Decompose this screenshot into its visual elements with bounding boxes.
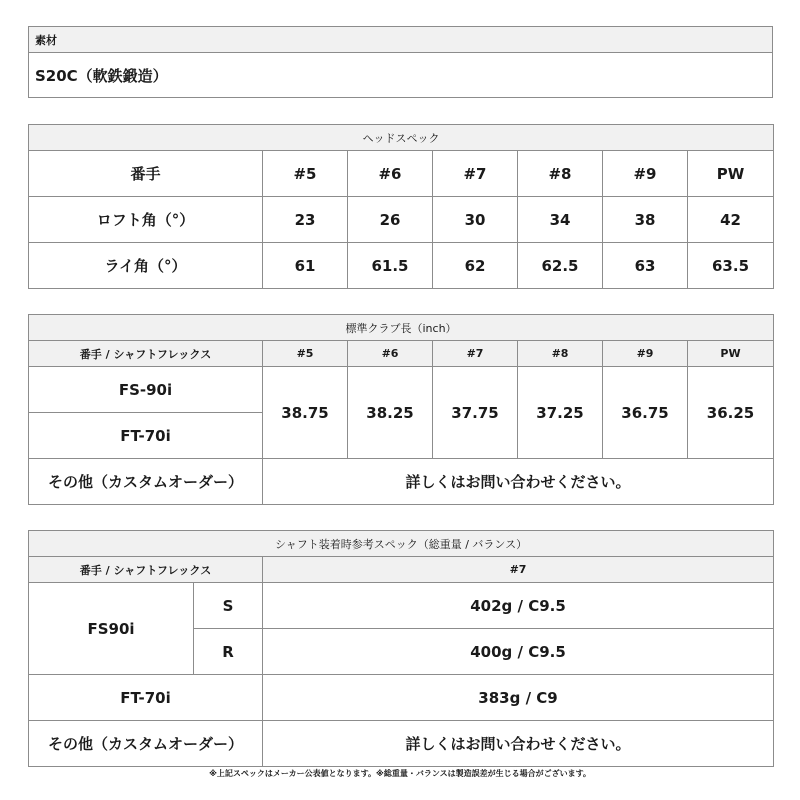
lie-value: 61.5: [348, 243, 433, 289]
club-length-table: [28, 314, 774, 505]
lie-value: 62.5: [518, 243, 603, 289]
length-number: #6: [348, 341, 433, 367]
head-number: #9: [603, 151, 688, 197]
loft-value: 23: [263, 197, 348, 243]
length-value: 36.25: [688, 367, 774, 459]
lie-value: 63: [603, 243, 688, 289]
head-number: #7: [433, 151, 518, 197]
material-header: 素材: [29, 27, 773, 53]
length-value: 37.75: [433, 367, 518, 459]
material-table: [28, 26, 773, 98]
length-number: #5: [263, 341, 348, 367]
custom-order-label: その他（カスタムオーダー）: [29, 721, 263, 767]
loft-value: 42: [688, 197, 774, 243]
spec-value-r: 400g / C9.5: [263, 629, 774, 675]
flex-r: R: [194, 629, 263, 675]
length-number: #8: [518, 341, 603, 367]
length-value: 36.75: [603, 367, 688, 459]
custom-order-note: 詳しくはお問い合わせください。: [263, 721, 774, 767]
shaft-row-label: 番手 / シャフトフレックス: [29, 557, 263, 583]
shaft-spec-table: [28, 530, 774, 767]
length-row-label: 番手 / シャフトフレックス: [29, 341, 263, 367]
spec-value-s: 402g / C9.5: [263, 583, 774, 629]
loft-value: 34: [518, 197, 603, 243]
shaft-name-fs90i: FS90i: [29, 583, 194, 675]
lie-value: 61: [263, 243, 348, 289]
shaft-name-ft70i: FT-70i: [29, 675, 263, 721]
loft-value: 30: [433, 197, 518, 243]
club-length-title: 標準クラブ長（inch）: [29, 315, 774, 341]
footnote: ※上記スペックはメーカー公表値となります。※総重量・バランスは製造誤差が生じる場合がございます。: [209, 769, 591, 778]
shaft-name: FS-90i: [29, 367, 263, 413]
material-value: S20C（軟鉄鍛造）: [29, 53, 773, 98]
length-value: 38.75: [263, 367, 348, 459]
loft-value: 38: [603, 197, 688, 243]
length-value: 38.25: [348, 367, 433, 459]
head-number: PW: [688, 151, 774, 197]
custom-order-note: 詳しくはお問い合わせください。: [263, 459, 774, 505]
flex-s: S: [194, 583, 263, 629]
head-number-label: 番手: [29, 151, 263, 197]
lie-value: 63.5: [688, 243, 774, 289]
head-number: #5: [263, 151, 348, 197]
length-number: PW: [688, 341, 774, 367]
shaft-spec-title: シャフト装着時参考スペック（総重量 / バランス）: [29, 531, 774, 557]
length-value: 37.25: [518, 367, 603, 459]
lie-value: 62: [433, 243, 518, 289]
head-number: #6: [348, 151, 433, 197]
shaft-name: FT-70i: [29, 413, 263, 459]
loft-label: ロフト角（°）: [29, 197, 263, 243]
head-spec-table: [28, 124, 774, 289]
lie-label: ライ角（°）: [29, 243, 263, 289]
length-number: #7: [433, 341, 518, 367]
custom-order-label: その他（カスタムオーダー）: [29, 459, 263, 505]
length-number: #9: [603, 341, 688, 367]
loft-value: 26: [348, 197, 433, 243]
head-number: #8: [518, 151, 603, 197]
head-spec-title: ヘッドスペック: [29, 125, 774, 151]
spec-value-ft70i: 383g / C9: [263, 675, 774, 721]
shaft-number: #7: [263, 557, 774, 583]
